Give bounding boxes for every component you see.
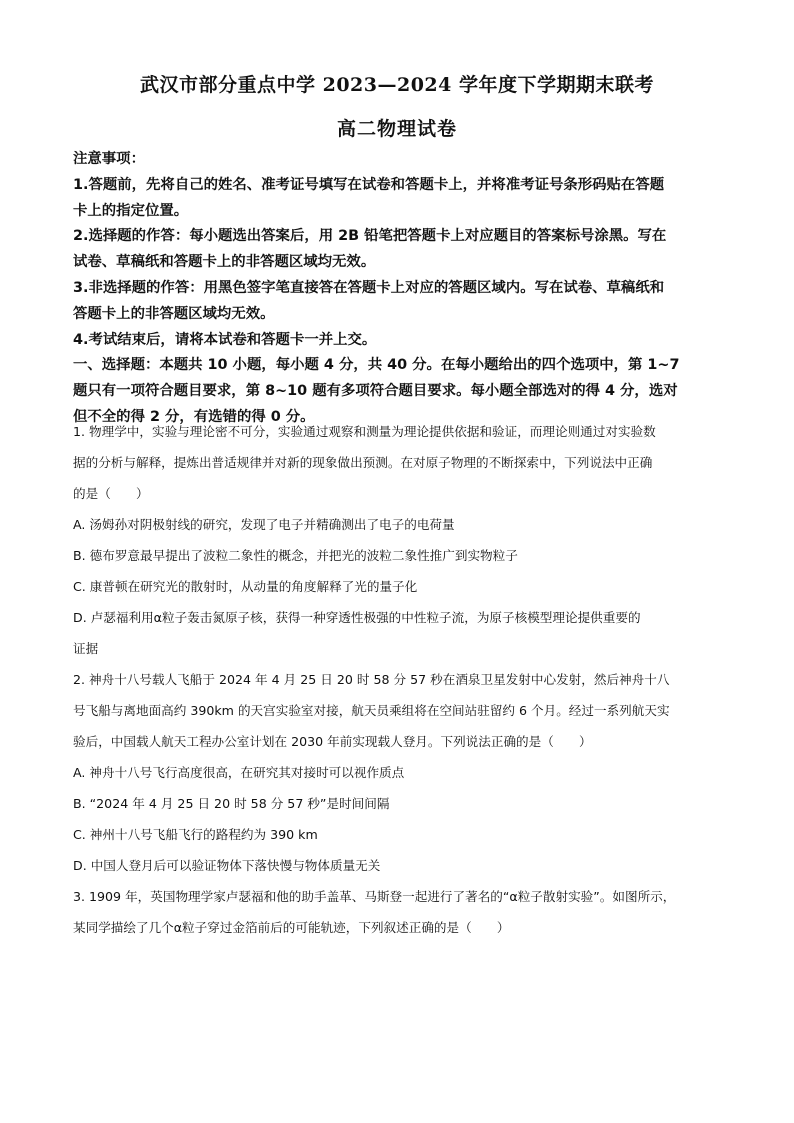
- q2-option-a: A. 神舟十八号飞行高度很高，在研究其对接时可以视作质点: [73, 765, 405, 780]
- notice-line: 卡上的指定位置。: [73, 202, 189, 219]
- notice-heading: 注意事项：: [73, 151, 145, 167]
- q1-option-d-continued: 证据: [73, 641, 99, 656]
- section-instruction-line: 但不全的得 2 分，有选错的得 0 分。: [73, 408, 315, 425]
- notice-line: 试卷、草稿纸和答题卡上的非答题区域均无效。: [73, 254, 376, 271]
- notice-line: 4.考试结束后，请将本试卷和答题卡一并上交。: [73, 331, 377, 348]
- exam-subtitle: 高二物理试卷: [336, 118, 457, 140]
- exam-title: 武汉市部分重点中学 2023—2024 学年度下学期期末联考: [140, 74, 654, 96]
- q1-option-a: A. 汤姆孙对阴极射线的研究，发现了电子并精确测出了电子的电荷量: [73, 517, 455, 532]
- q1-stem-line: 据的分析与解释，提炼出普适规律并对新的现象做出预测。在对原子物理的不断探索中，下列说法中正确: [73, 455, 653, 470]
- q2-option-c: C. 神州十八号飞船飞行的路程约为 390 km: [73, 827, 318, 842]
- q1-stem-line: 的是（ ）: [73, 486, 149, 501]
- questions-section: [73, 416, 728, 943]
- notice-section: [73, 147, 725, 431]
- section-instruction-line: 题只有一项符合题目要求，第 8~10 题有多项符合题目要求。每小题全部选对的得 4 分，选对: [73, 383, 678, 400]
- notice-line: 2.选择题的作答：每小题选出答案后，用 2B 铅笔把答题卡上对应题目的答案标号涂黑。写在: [73, 228, 667, 245]
- q1-stem-line: 1. 物理学中，实验与理论密不可分，实验通过观察和测量为理论提供依据和验证，而理论则通过对实验数: [73, 424, 656, 439]
- q3-stem-line: 某同学描绘了几个α粒子穿过金箔前后的可能轨迹，下列叙述正确的是（ ）: [73, 920, 510, 935]
- notice-line: 1.答题前，先将自己的姓名、准考证号填写在试卷和答题卡上，并将准考证号条形码贴在答题: [73, 176, 665, 193]
- q1-option-b: B. 德布罗意最早提出了波粒二象性的概念，并把光的波粒二象性推广到实物粒子: [73, 548, 518, 563]
- q2-option-d: D. 中国人登月后可以验证物体下落快慢与物体质量无关: [73, 858, 381, 873]
- q1-option-c: C. 康普顿在研究光的散射时，从动量的角度解释了光的量子化: [73, 579, 418, 594]
- notice-line: 3.非选择题的作答：用黑色签字笔直接答在答题卡上对应的答题区域内。写在试卷、草稿纸和: [73, 279, 665, 296]
- q1-option-d: D. 卢瑟福利用α粒子轰击氮原子核，获得一种穿透性极强的中性粒子流，为原子核模型理论提供重要的: [73, 610, 641, 625]
- q2-stem-line: 验后，中国载人航天工程办公室计划在 2030 年前实现载人登月。下列说法正确的是（ ）: [73, 734, 592, 749]
- q2-stem-line: 号飞船与离地面高约 390km 的天宫实验室对接，航天员乘组将在空间站驻留约 6 个月。经过一系列航天实: [73, 703, 670, 718]
- q3-stem-line: 3. 1909 年，英国物理学家卢瑟福和他的助手盖革、马斯登一起进行了著名的“α粒子散射实验”。如图所示，: [73, 889, 676, 904]
- notice-line: 答题卡上的非答题区域均无效。: [73, 305, 275, 322]
- section-instruction-line: 一、选择题：本题共 10 小题，每小题 4 分，共 40 分。在每小题给出的四个选项中，第 1~7: [73, 357, 680, 374]
- q2-option-b: B. “2024 年 4 月 25 日 20 时 58 分 57 秒”是时间间隔: [73, 796, 390, 811]
- q2-stem-line: 2. 神舟十八号载人飞船于 2024 年 4 月 25 日 20 时 58 分 57 秒在酒泉卫星发射中心发射，然后神舟十八: [73, 672, 670, 687]
